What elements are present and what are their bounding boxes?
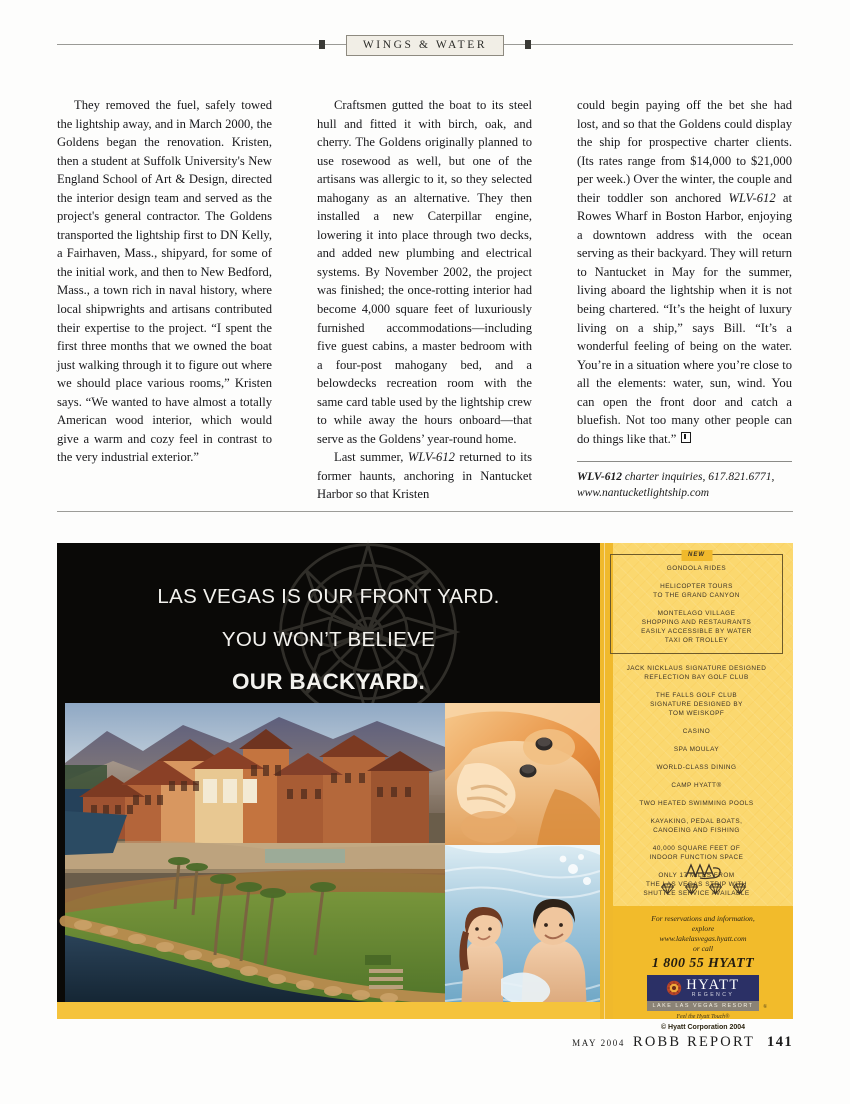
ad-headline-line-3: OUR BACKYARD. — [231, 669, 426, 694]
amenity-line: INDOOR FUNCTION SPACE — [649, 854, 744, 861]
page-folio — [572, 1034, 793, 1051]
column-2-paragraph-2 — [317, 448, 532, 504]
article-credit — [577, 470, 792, 501]
amenity-group — [606, 817, 787, 835]
running-head — [57, 30, 793, 60]
hyatt-logo-top — [647, 975, 759, 1001]
amenity-group — [606, 844, 787, 862]
ad-headline-line-2: YOU WON’T BELIEVE — [221, 628, 436, 651]
new-item-group — [615, 609, 778, 645]
column-3-pre-italic: could begin paying off the bet she had lost, and so that the Goldens could display the ship for prospective charter clients. (Its rates range from $14,000 to $21,000 per week.) Over the winter, the couple and their toddler son anchored — [577, 98, 792, 205]
pool-couple-photo — [445, 845, 600, 1012]
hyatt-regency-logo — [647, 975, 767, 1011]
aaa-logo-icon — [682, 861, 724, 881]
reservations-block — [613, 906, 793, 1031]
aaa-rating — [613, 861, 793, 906]
spa-massage-photo — [445, 703, 600, 845]
folio-date: MAY 2004 — [572, 1038, 625, 1048]
article-column-2 — [317, 96, 532, 508]
folio-page-number: 141 — [767, 1034, 793, 1050]
amenity-group — [606, 664, 787, 682]
new-item-line: EASILY ACCESSIBLE BY WATER — [641, 628, 752, 635]
ad-headline — [57, 585, 600, 695]
amenity-line: THE LAS VEGAS STRIP WITH — [645, 881, 747, 888]
new-item-line: SHOPPING AND RESTAURANTS — [641, 619, 752, 626]
amenity-group — [606, 745, 787, 754]
amenity-line: SIGNATURE DESIGNED BY — [650, 701, 743, 708]
end-mark-icon — [681, 432, 691, 443]
amenity-line: CAMP HYATT® — [671, 782, 722, 789]
credit-ship-name: WLV-612 — [577, 471, 622, 484]
ad-bottom-gold-band — [57, 1002, 600, 1019]
amenity-group — [606, 727, 787, 736]
aaa-diamond-icon — [684, 883, 699, 895]
amenity-line: REFLECTION BAY GOLF CLUB — [644, 674, 749, 681]
amenity-line: KAYAKING, PEDAL BOATS, — [650, 818, 743, 825]
amenity-group — [606, 799, 787, 808]
credit-details: charter inquiries, 617.821.6771, www.nantucketlightship.com — [577, 471, 775, 499]
hyatt-wordmark — [686, 978, 739, 999]
amenity-line: THE FALLS GOLF CLUB — [655, 692, 738, 699]
new-item-line: TAXI OR TROLLEY — [664, 637, 729, 644]
new-item-line: MONTELAGO VILLAGE — [657, 610, 736, 617]
amenity-group — [606, 691, 787, 718]
reservations-website[interactable]: www.lakelasvegas.hyatt.com — [659, 934, 747, 943]
aaa-diamond-icon — [708, 883, 723, 895]
new-item-group — [615, 582, 778, 600]
section-divider — [57, 511, 793, 512]
new-badge: NEW — [681, 550, 712, 561]
new-item-line: HELICOPTER TOURS — [660, 583, 733, 590]
amenity-group — [606, 763, 787, 772]
new-offerings-box — [610, 554, 783, 654]
credit-divider — [577, 461, 792, 462]
column-2-paragraph-2-pre: Last summer, — [334, 450, 408, 465]
ad-copyright: © Hyatt Corporation 2004 — [660, 1024, 746, 1031]
amenity-line: SHUTTLE SERVICE AVAILABLE — [643, 890, 750, 897]
aaa-diamond-row — [613, 883, 793, 895]
column-2-ship-name-italic: WLV-612 — [407, 450, 455, 465]
resort-exterior-photo — [65, 703, 445, 1012]
hyatt-sub-text: REGENCY — [691, 992, 735, 999]
aaa-diamond-icon — [660, 883, 675, 895]
reservations-line-4: or call — [692, 944, 714, 953]
column-1-paragraph-1: They removed the fuel, safely towed the lightship away, and in March 2000, the Goldens began the renovation. Kristen, then a student at Suffolk University's New England School of Art & Design, directed the interior design team and served as the project's general contractor. The Goldens transported the lightship first to DN Kelly, a Fairhaven, Mass., shipyard, for some of the initial work, and then to New Bedford, Mass., a town rich in naval history, where local shipwrights and artisans contributed their expertise to the project. “I spent the first three months that we owned the boat just walking through it to figure out where we should place various rooms,” Kristen says. “We wanted to have almost a totally American wood interior, which would give a warm and cozy feel in contrast to the very industrial exterior.” — [57, 98, 272, 465]
article-body — [57, 96, 793, 508]
reservations-phone: 1 800 55 HYATT — [651, 956, 755, 971]
amenity-line: TOM WEISKOPF — [668, 710, 725, 717]
amenity-line: JACK NICKLAUS SIGNATURE DESIGNED — [626, 665, 767, 672]
hyatt-tagline: Feel the Hyatt Touch® — [676, 1014, 730, 1020]
reservations-line-2: explore — [691, 924, 715, 933]
running-head-cap-right — [525, 40, 531, 49]
article-column-3 — [577, 96, 792, 508]
ad-visual-area — [57, 543, 600, 1019]
amenity-line: TWO HEATED SWIMMING POOLS — [639, 800, 754, 807]
new-item-group — [615, 564, 778, 573]
amenity-line: SPA MOULAY — [673, 746, 720, 753]
amenity-line: CANOEING AND FISHING — [653, 827, 740, 834]
hyatt-brand-text: HYATT — [686, 976, 740, 993]
folio-magazine-title: ROBB REPORT — [633, 1034, 756, 1050]
column-3-paragraph-1 — [577, 96, 792, 448]
article-column-1 — [57, 96, 272, 508]
amenity-line: CASINO — [682, 728, 711, 735]
column-3-ship-name-italic: WLV-612 — [728, 190, 776, 205]
hyatt-sunburst-icon — [666, 980, 682, 996]
registered-mark: ® — [763, 1005, 767, 1010]
amenity-group — [606, 781, 787, 790]
amenity-line: WORLD-CLASS DINING — [656, 764, 737, 771]
column-2-paragraph-2-post: returned to its former haunts, anchoring in Nantucket Harbor so that Kristen — [317, 450, 532, 502]
running-head-title: WINGS & WATER — [346, 35, 504, 56]
reservations-line-1: For reservations and information, — [651, 914, 755, 923]
amenity-line: 40,000 SQUARE FEET OF — [652, 845, 741, 852]
running-head-cap-left — [319, 40, 325, 49]
ad-headline-line-1: LAS VEGAS IS OUR FRONT YARD. — [157, 585, 500, 608]
amenity-line: ONLY 17 MILES FROM — [658, 872, 735, 879]
hyatt-property-bar: LAKE LAS VEGAS RESORT — [647, 1001, 759, 1011]
column-2-paragraph-1: Craftsmen gutted the boat to its steel hull and fitted it with birch, oak, and cherry. The Goldens originally planned to use rosewood as well, but one of the artisans was allergic to it, so they selected mahogany as an alternative. They then installed a new Caterpillar engine, lowering it into place through two decks, and added new plumbing and electrical systems. By November 2002, the project was finished; the once-rotting interior had become 4,000 square feet of luxuriously furnished accommodations—including five guest cabins, a master bedroom with a four-post mahogany bed, and a belowdecks recreation room with the same card table used by the lightship crew to while away the hours onboard—that serve as the Goldens’ year-round home. — [317, 98, 532, 446]
column-3-post-italic: at Rowes Wharf in Boston Harbor, enjoying a downtown address with the ocean serving as their backyard. They will return to Nantucket in May for the summer, living aboard the lightship when it is not being chartered. “It’s the height of luxury living on a ship,” says Bill. “It’s a wonderful feeling of being on the water. You’re in a situation where you’re close to all the elements: water, sun, wind. You can open the front door and catch a bluefish. Not too many other people can do things like that.” — [577, 190, 792, 446]
aaa-diamond-icon — [732, 883, 747, 895]
new-item-line: TO THE GRAND CANYON — [653, 592, 740, 599]
new-item-line: GONDOLA RIDES — [666, 565, 727, 572]
advertisement[interactable] — [57, 543, 793, 1031]
ad-amenities-panel — [600, 543, 793, 1031]
ad-amenities-content — [600, 543, 793, 898]
